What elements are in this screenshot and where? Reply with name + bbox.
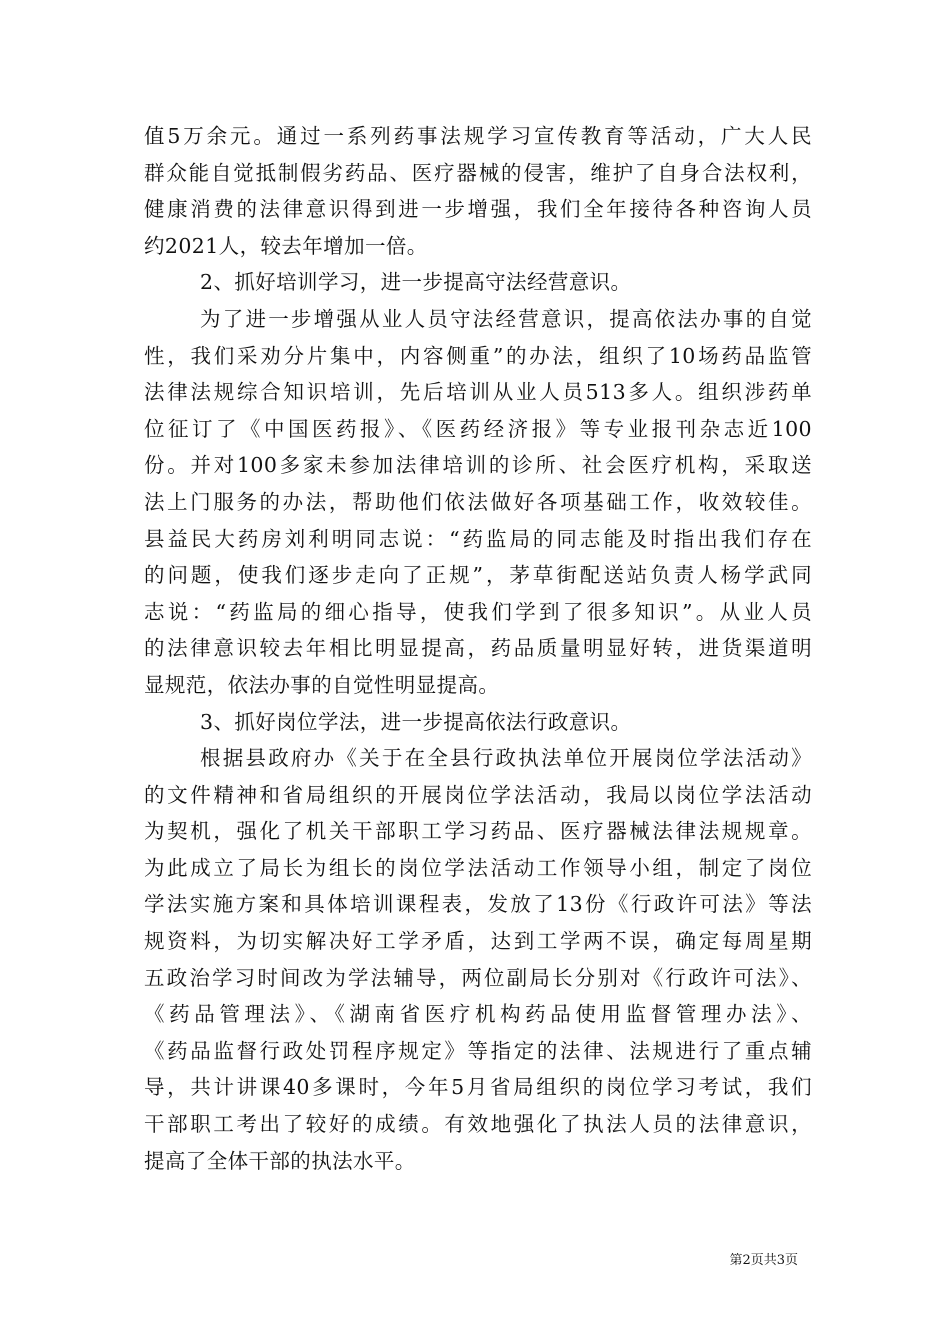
text-line: 志说：“药监局的细心指导，使我们学到了很多知识”。从业人员 — [144, 599, 812, 624]
text-line: 五政治学习时间改为学法辅导，两位副局长分别对《行政许可法》、 — [144, 965, 812, 990]
text-line: 3、抓好岗位学法，进一步提高依法行政意识。 — [200, 709, 632, 734]
document-body — [144, 118, 812, 1179]
text-line: 法律法规综合知识培训，先后培训从业人员513多人。组织涉药单 — [144, 380, 812, 405]
text-line: 提高了全体干部的执法水平。 — [144, 1148, 416, 1173]
text-line: 值5万余元。通过一系列药事法规学习宣传教育等活动，广大人民 — [144, 124, 812, 148]
text-line: 规资料，为切实解决好工学矛盾，达到工学两不误，确定每周星期 — [144, 929, 812, 954]
text-line: 导，共计讲课40多课时，今年5月省局组织的岗位学习考试，我们 — [144, 1075, 812, 1100]
text-line: 的法律意识较去年相比明显提高，药品质量明显好转，进货渠道明 — [144, 636, 812, 661]
page-number: 第2页共3页 — [729, 1253, 798, 1268]
text-line: 学法实施方案和具体培训课程表，发放了13份《行政许可法》等法 — [144, 892, 812, 917]
text-line: 干部职工考出了较好的成绩。有效地强化了执法人员的法律意识， — [144, 1112, 812, 1137]
text-line: 显规范，依法办事的自觉性明显提高。 — [144, 672, 500, 697]
text-line: 根据县政府办《关于在全县行政执法单位开展岗位学法活动》 — [200, 746, 812, 771]
text-line: 《药品监督行政处罚程序规定》等指定的法律、法规进行了重点辅 — [144, 1038, 812, 1063]
text-line: 约2021人，较去年增加一倍。 — [144, 233, 428, 258]
text-line: 的文件精神和省局组织的开展岗位学法活动，我局以岗位学法活动 — [144, 782, 812, 807]
text-line: 2、抓好培训学习，进一步提高守法经营意识。 — [200, 270, 632, 295]
text-line: 为契机，强化了机关干部职工学习药品、医疗器械法律法规规章。 — [144, 819, 812, 844]
text-line: 健康消费的法律意识得到进一步增强，我们全年接待各种咨询人员 — [144, 197, 812, 222]
text-line: 《药品管理法》、《湖南省医疗机构药品使用监督管理办法》、 — [144, 1002, 812, 1027]
text-line: 份。并对100多家未参加法律培训的诊所、社会医疗机构，采取送 — [144, 453, 812, 478]
text-line: 县益民大药房刘利明同志说：“药监局的同志能及时指出我们存在 — [144, 526, 812, 551]
text-line: 法上门服务的办法，帮助他们依法做好各项基础工作，收效较佳。 — [144, 489, 812, 514]
text-line: 的问题，使我们逐步走向了正规”，茅草街配送站负责人杨学武同 — [144, 563, 812, 588]
text-line: 性，我们采劝分片集中，内容侧重”的办法，组织了10场药品监管 — [144, 343, 812, 368]
text-line: 群众能自觉抵制假劣药品、医疗器械的侵害，维护了自身合法权利， — [144, 160, 812, 185]
text-line: 位征订了《中国医药报》、《医药经济报》等专业报刊杂志近100 — [144, 416, 812, 441]
text-line: 为了进一步增强从业人员守法经营意识，提高依法办事的自觉 — [200, 306, 812, 331]
text-line: 为此成立了局长为组长的岗位学法活动工作领导小组，制定了岗位 — [144, 855, 812, 880]
